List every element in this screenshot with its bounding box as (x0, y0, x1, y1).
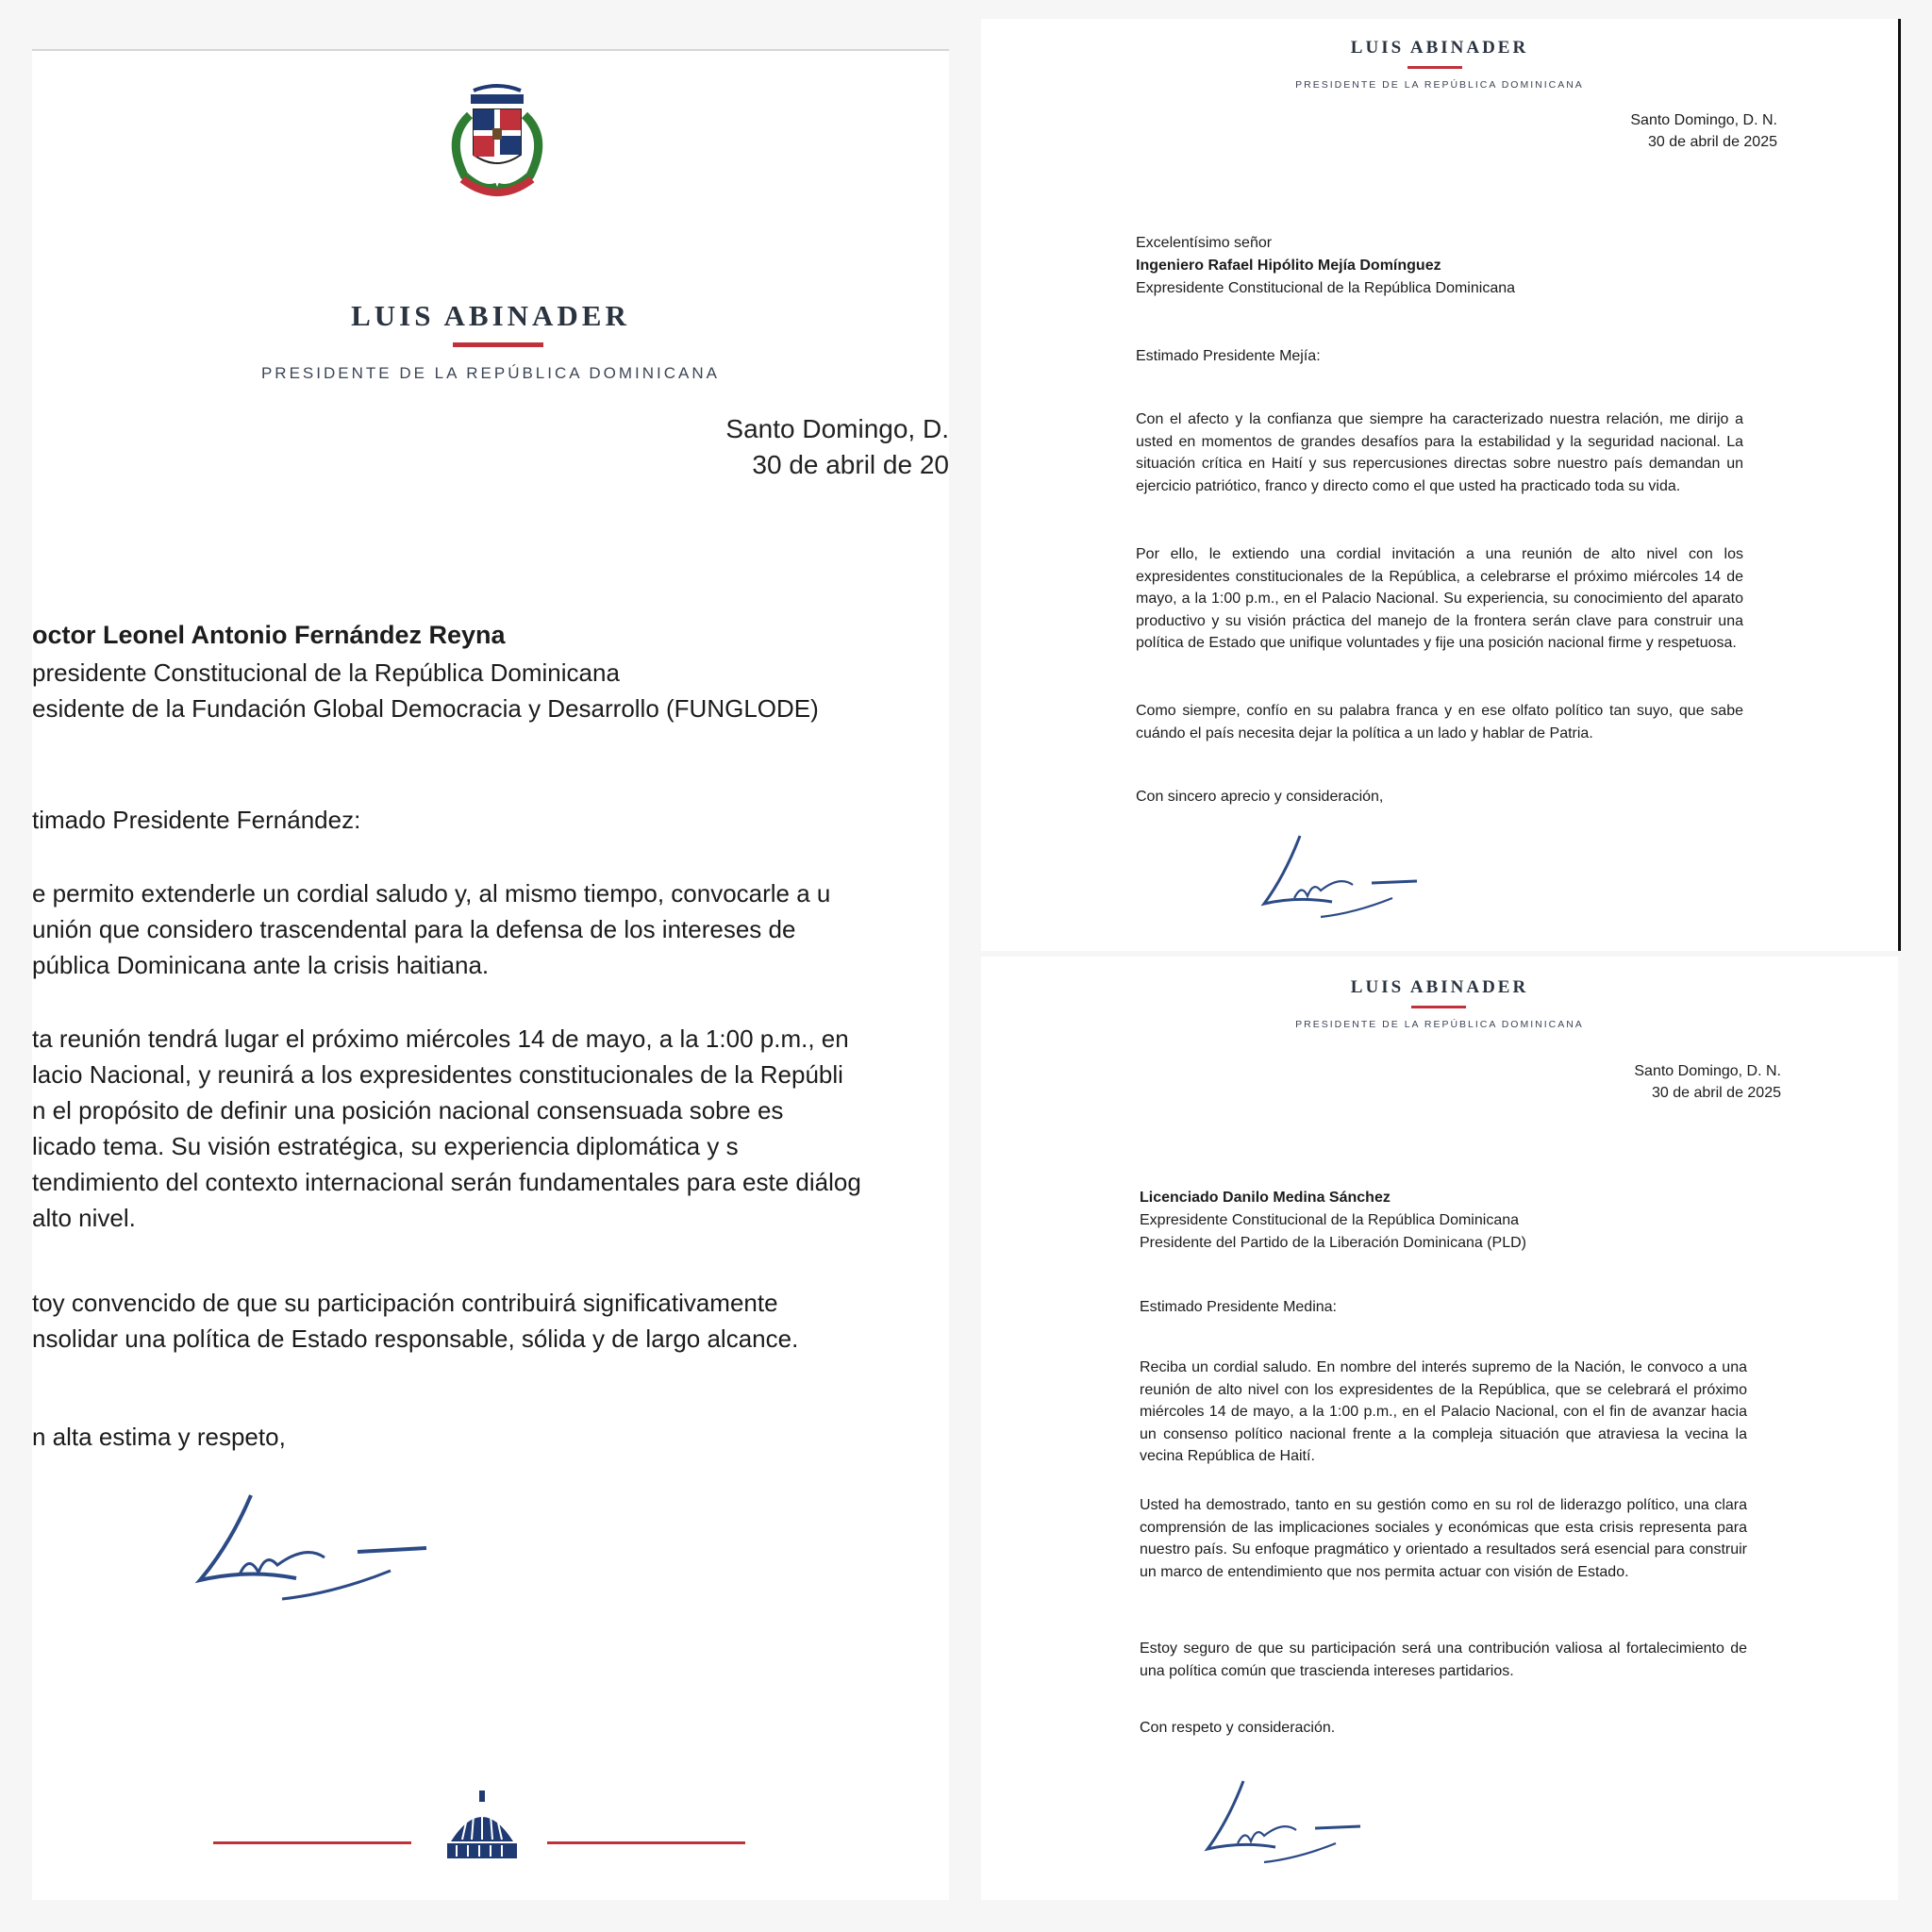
letterhead-title: PRESIDENTE DE LA REPÚBLICA DOMINICANA (1295, 79, 1584, 91)
footer-rule-left (213, 1841, 411, 1844)
body-paragraph: Como siempre, confío en su palabra franca y en ese olfato político tan suyo, que sabe cuándo el país necesita dejar la política a un lado y hablar de Patria. (1136, 703, 1743, 741)
body-line: nsolidar una política de Estado responsable, sólida y de largo alcance. (32, 1324, 799, 1353)
letterhead-name: LUIS ABINADER (1350, 38, 1529, 58)
letterhead-title: PRESIDENTE DE LA REPÚBLICA DOMINICANA (260, 364, 721, 382)
body-paragraph: Estoy seguro de que su participación será una contribución valiosa al fortalecimiento de una política común que trascienda intereses partidarios. (1140, 1641, 1747, 1679)
recipient-line: esidente de la Fundación Global Democracia y Desarrollo (FUNGLODE) (32, 694, 819, 723)
letterhead-rule (453, 342, 543, 347)
recipient-name: Ingeniero Rafael Hipólito Mejía Domínguez (1136, 258, 1441, 274)
recipient-name: Licenciado Danilo Medina Sánchez (1140, 1190, 1391, 1206)
closing: Con respeto y consideración. (1140, 1720, 1336, 1736)
body-paragraph: Con el afecto y la confianza que siempre ha caracterizado nuestra relación, me dirijo a usted en momentos de grandes desafíos para la estabilidad y la seguridad nacional. La situación crítica en Haití y sus repercusiones directas sobre nuestro país demandan un ejercicio patriótico, franco y directo como el que usted ha practicado toda su vida. (1136, 411, 1743, 494)
signature-icon (192, 1488, 438, 1610)
letter-place: Santo Domingo, D. N. (1630, 112, 1777, 128)
body-line: pública Dominicana ante la crisis haitiana. (32, 951, 490, 979)
body-line: lacio Nacional, y reunirá a los expresidentes constitucionales de la Repúbli (32, 1060, 843, 1089)
salutation: timado Presidente Fernández: (32, 806, 361, 834)
letter-place: Santo Domingo, D. (725, 414, 949, 443)
recipient-line: Presidente del Partido de la Liberación Dominicana (PLD) (1140, 1235, 1526, 1251)
body-line: tendimiento del contexto internacional serán fundamentales para este diálog (32, 1168, 861, 1196)
letter-date: 30 de abril de 2025 (1648, 134, 1777, 150)
letter-date: 30 de abril de 20 (752, 450, 949, 479)
letterhead-name: LUIS ABINADER (1350, 977, 1529, 997)
body-paragraph: Por ello, le extiendo una cordial invitación a una reunión de alto nivel con los expresidentes constitucionales de la República, a celebrarse el próximo miércoles 14 de mayo, a la 1:00 p.m., en el Palacio Nacional. Su experiencia, su conocimiento del aparato productivo y su visión práctica del manejo de la frontera serán clave para construir una política de Estado que unifique voluntades y fije una posición nacional firme y respetuosa. (1136, 546, 1743, 651)
signature-icon (1260, 830, 1421, 924)
recipient-line: Expresidente Constitucional de la República Dominicana (1136, 280, 1516, 296)
recipient-honorific: Excelentísimo señor (1136, 235, 1273, 251)
body-line: e permito extenderle un cordial saludo y, al mismo tiempo, convocarle a u (32, 879, 831, 908)
recipient-line: presidente Constitucional de la República Dominicana (32, 658, 620, 687)
recipient-line: Expresidente Constitucional de la República Dominicana (1140, 1212, 1520, 1228)
footer-rule-right (547, 1841, 745, 1844)
letterhead-title: PRESIDENTE DE LA REPÚBLICA DOMINICANA (1295, 1019, 1584, 1030)
closing: n alta estima y respeto, (32, 1423, 286, 1451)
letter-date: 30 de abril de 2025 (1652, 1085, 1781, 1101)
body-line: alto nivel. (32, 1204, 136, 1232)
body-line: unión que considero trascendental para la defensa de los intereses de (32, 915, 796, 943)
letterhead-name: LUIS ABINADER (351, 299, 630, 332)
signature-icon (1204, 1775, 1364, 1870)
letterhead-rule (1411, 1006, 1466, 1008)
coat-of-arms-icon (436, 81, 558, 213)
salutation: Estimado Presidente Medina: (1140, 1299, 1337, 1315)
body-paragraph: Reciba un cordial saludo. En nombre del interés supremo de la Nación, le convoco a una reunión de alto nivel con los expresidentes de la República, que se celebrará el próximo miércoles 14 de mayo, a la 1:00 p.m., en el Palacio Nacional, con el fin de avanzar hacia un consenso político nacional frente a la compleja situación que atraviesa la vecina la vecina República de Haití. (1140, 1359, 1747, 1464)
letter-medina (981, 957, 1898, 1900)
letter-place: Santo Domingo, D. N. (1634, 1063, 1781, 1079)
letter-mejia (981, 19, 1901, 951)
body-line: licado tema. Su visión estratégica, su experiencia diplomática y s (32, 1132, 739, 1160)
top-divider (32, 49, 949, 51)
body-line: n el propósito de definir una posición nacional consensuada sobre es (32, 1096, 784, 1124)
body-line: toy convencido de que su participación contribuirá significativamente (32, 1289, 778, 1317)
letter-fernandez (32, 49, 949, 1900)
body-paragraph: Usted ha demostrado, tanto en su gestión como en su rol de liderazgo político, una clara comprensión de las implicaciones sociales y económicas que esta crisis representa para nuestro país. Su enfoque pragmático y orientado a resultados será esencial para construir un marco de entendimiento que nos permita actuar con visión de Estado. (1140, 1497, 1747, 1580)
recipient-name: octor Leonel Antonio Fernández Reyna (32, 621, 506, 649)
body-line: ta reunión tendrá lugar el próximo miércoles 14 de mayo, a la 1:00 p.m., en (32, 1024, 849, 1053)
letterhead-rule (1407, 66, 1462, 69)
salutation: Estimado Presidente Mejía: (1136, 348, 1321, 364)
closing: Con sincero aprecio y consideración, (1136, 789, 1384, 805)
palace-dome-icon (443, 1789, 521, 1866)
